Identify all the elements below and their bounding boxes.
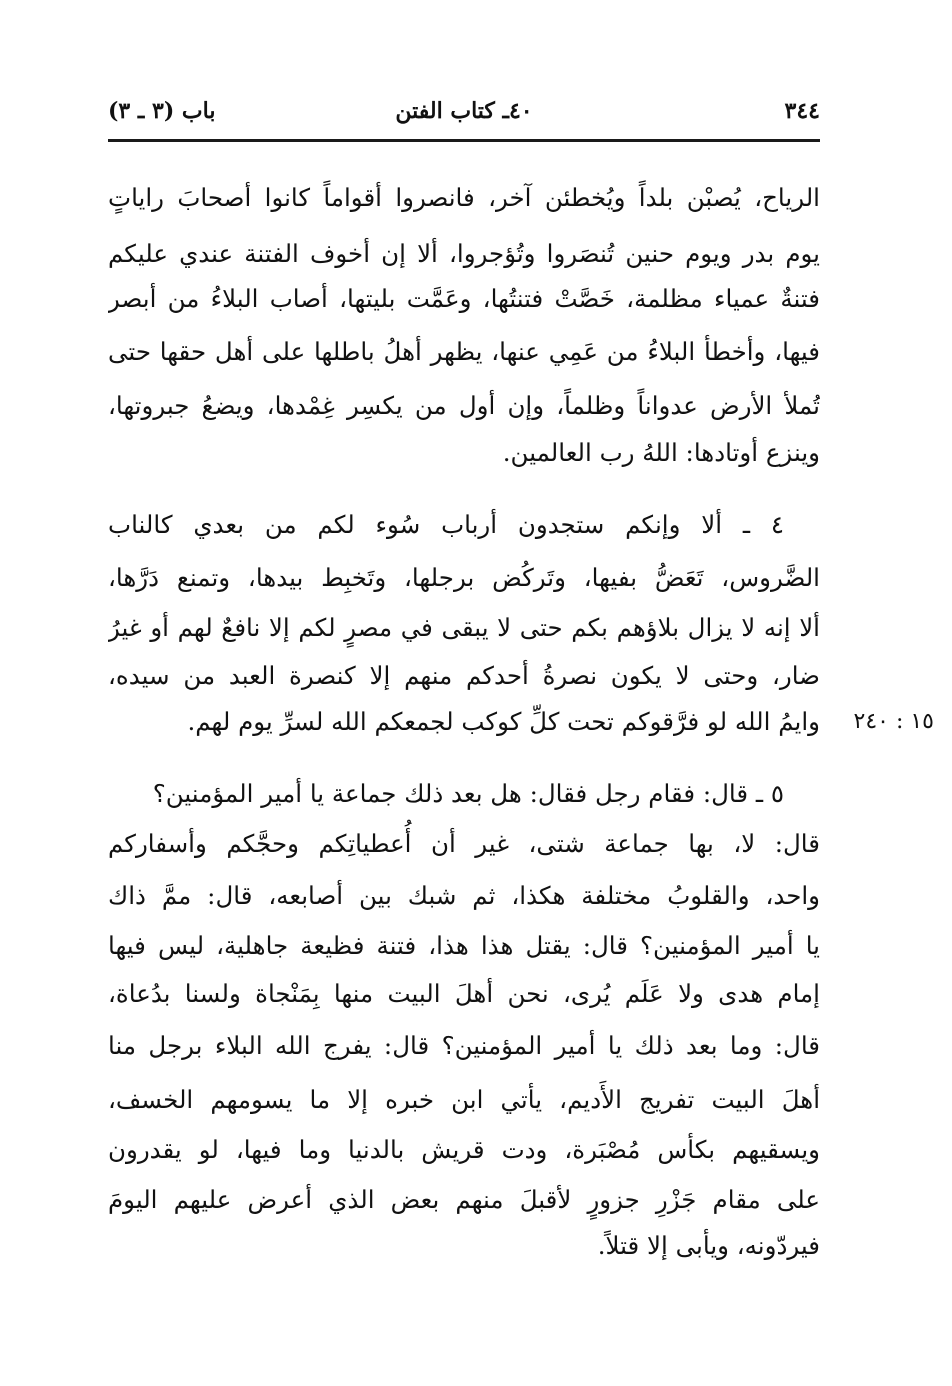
chapter-label: باب (٣ ـ ٣): [108, 98, 216, 124]
text-line: الرياح، يُصبْن بلداً ويُخطئن آخر، فانصروا أقواماً كانوا أصحابَ راياتٍ: [108, 183, 820, 212]
text-line: واحد، والقلوبُ مختلفة هكذا، ثم شبك بين أصابعه، قال: ممَّ ذاك: [108, 881, 820, 910]
text-line: وينزع أوتادها: اللهُ رب العالمين.: [502, 438, 820, 467]
margin-reference: ١٥ : ٢٤٠: [853, 709, 934, 734]
text-line: تُملأ الأرض عدواناً وظلماً، وإن أول من يكسِر غِمْدها، ويضعُ جبروتها،: [108, 391, 820, 420]
text-line: يوم بدر ويوم حنين تُنصَروا وتُؤجروا، ألا إن أخوف الفتنة عندي عليكم: [108, 239, 820, 268]
header-rule: [108, 139, 820, 142]
text-line: على مقام جَزْرِ جزورٍ لأقبلَ منهم بعض الذي أعرض عليهم اليومَ: [108, 1185, 820, 1214]
text-line: فيها، وأخطأ البلاءُ من عَمِي عنها، يظهر أهلُ باطلها على أهل حقها حتى: [108, 337, 820, 366]
text-line: إمام هدى ولا عَلَم يُرى، نحن أهلَ البيت منها بِمَنْجاة ولسنا بدُعاة،: [108, 979, 820, 1008]
text-line: ويسقيهم بكأس مُصْبَرة، ودت قريش بالدنيا وما فيها، لو يقدرون: [108, 1135, 820, 1164]
text-line: ألا إنه لا يزال بلاؤهم بكم حتى لا يبقى في مصرٍ لكم إلا نافعٌ لهم أو غيرُ: [108, 613, 820, 642]
book-title: ٤٠ـ كتاب الفتن: [395, 98, 533, 124]
text-line: وايمُ الله لو فرَّقوكم تحت كلِّ كوكب لجمعكم الله لسرِّ يوم لهم.: [187, 707, 820, 736]
text-line: ٥ ـ قال: فقام رجل فقال: هل بعد ذلك جماعة يا أمير المؤمنين؟: [152, 779, 784, 808]
text-line: فيردّونه، ويأبى إلا قتلاً.: [597, 1231, 820, 1260]
text-line: ضار، وحتى لا يكون نصرةُ أحدكم منهم إلا كنصرة العبد من سيده،: [108, 661, 820, 690]
text-line: يا أمير المؤمنين؟ قال: يقتل هذا هذا، فتنة فظيعة جاهلية، ليس فيها: [108, 931, 820, 960]
text-line: قال: وما بعد ذلك يا أمير المؤمنين؟ قال: يفرج الله البلاء برجل منا: [108, 1031, 820, 1060]
text-line: قال: لا، بها جماعة شتى، غير أن أُعطياتِكم وحجَّكم وأسفاركم: [108, 829, 820, 858]
page-header: [108, 92, 820, 136]
page-number: ٣٤٤: [784, 98, 820, 124]
text-line: فتنةٌ عمياء مظلمة، خَصَّتْ فتنتُها، وعَمَّت بليتها، أصاب البلاءُ من أبصر: [108, 284, 820, 313]
text-line: أهلَ البيت تفريج الأَديم، يأتي ابن خبره إلا ما يسومهم الخسف،: [108, 1085, 820, 1114]
text-line: ٤ ـ ألا وإنكم ستجدون أرباب سُوء لكم من بعدي كالناب: [108, 510, 784, 539]
text-line: الضَّروس، تَعَضُّ بفيها، وتَركُض برجلها، وتَخبِط بيدها، وتمنع دَرَّها،: [108, 563, 820, 592]
